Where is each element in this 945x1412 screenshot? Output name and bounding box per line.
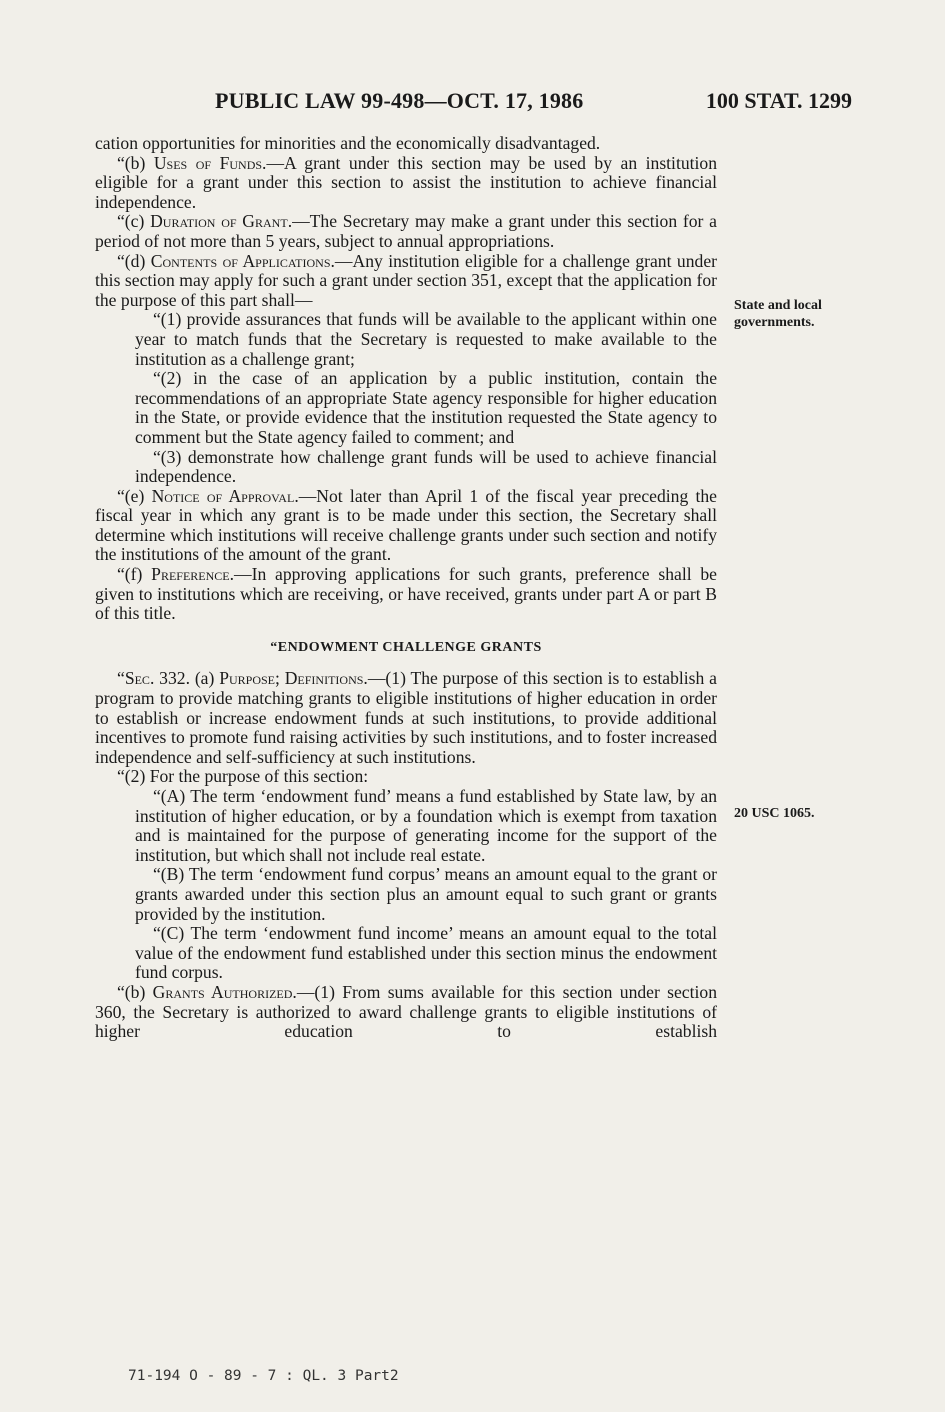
paragraph-continuation: cation opportunities for minorities and the economically disadvantaged. (95, 133, 601, 153)
section-heading: Preference (151, 564, 230, 585)
paragraph-duration-of-grant: “(c) Duration of Grant.—The Secretary may make a grant under this section for a period of not more than 5 years, subject to annual appropriations. (95, 211, 717, 251)
section-heading: Uses of Funds (153, 152, 263, 173)
stat-page-number: 100 STAT. 1299 (705, 88, 852, 113)
definition-b: “(B) The term ‘endowment fund corpus’ means an amount equal to the grant or grants awarded under this section plus an amount equal to such grant or grants provided by the institution. (135, 864, 717, 924)
definition-c: “(C) The term ‘endowment fund income’ means an amount equal to the total value of the endowment fund established under this section minus the endowment fund corpus. (135, 923, 717, 983)
paragraph-contents-of-applications: “(d) Contents of Applications.—Any institution eligible for a challenge grant under this section may apply for such a grant under section 351, except that the application for the purpose of this part shall— (95, 250, 717, 310)
clause-1: “(1) provide assurances that funds will be available to the applicant within one year to match funds that the Secretary is requested to make available to the institution as a challenge grant; (135, 309, 717, 369)
paragraph-notice-of-approval: “(e) Notice of Approval.—Not later than April 1 of the fiscal year preceding the fiscal year in which any grant is to be made under this section, the Secretary shall determine which institutions will receive challenge grants under such section and notify the institutions of the amount of the grant. (95, 485, 717, 565)
definition-a: “(A) The term ‘endowment fund’ means a fund established by State law, by an institution of higher education, or by a foundation which is exempt from taxation and is maintained for the purpose of generating income for the support of the institution, but which shall not include real estate. (135, 786, 717, 865)
clause-2: “(2) in the case of an application by a public institution, contain the recommendations of an appropriate State agency responsible for higher education in the State, or provide evidence that the institution requested the State agency to comment but the State agency failed to comment; and (135, 368, 717, 447)
section-heading: Duration of Grant (150, 211, 288, 232)
paragraph-grants-authorized: “(b) Grants Authorized.—(1) From sums available for this section under section 360, the Secretary is authorized to award challenge grants to eligible institutions of higher education to establish (95, 981, 717, 1042)
paragraph-definitions-intro: “(2) For the purpose of this section: (117, 766, 369, 787)
section-heading: Purpose; Definitions (219, 668, 364, 689)
paragraph-uses-of-funds: “(b) Uses of Funds.—A grant under this section may be used by an institution eligible for a grant under this section to assist the institution to achieve financial independence. (95, 152, 717, 212)
page-header (95, 88, 852, 118)
section-heading: Contents of Applications (150, 250, 331, 271)
paragraph-sec-332: “Sec. 332. (a) Purpose; Definitions.—(1) The purpose of this section is to establish a program to provide matching grants to eligible institutions of higher education in order to establish or increase endowment funds at such institutions, to provide additional incentives to promote fund raising activities by such institutions, and to foster increased independence and self-sufficiency at such institutions. (95, 668, 717, 767)
print-footer: 71-194 O - 89 - 7 : QL. 3 Part2 (128, 1368, 399, 1384)
section-heading: Grants Authorized (152, 981, 293, 1002)
part-heading: “ENDOWMENT CHALLENGE GRANTS (270, 639, 542, 655)
page-title: PUBLIC LAW 99-498—OCT. 17, 1986 (215, 88, 584, 113)
margin-note-usc: 20 USC 1065. (734, 806, 815, 821)
document-body (95, 134, 717, 1042)
margin-note-state-local: State and local governments. (734, 298, 822, 330)
section-heading: Notice of Approval (151, 485, 295, 506)
clause-3: “(3) demonstrate how challenge grant funds will be used to achieve financial independence. (135, 446, 717, 487)
paragraph-preference: “(f) Preference.—In approving applications for such grants, preference shall be given to institutions which are receiving, or have received, grants under part A or part B of this title. (95, 564, 717, 624)
